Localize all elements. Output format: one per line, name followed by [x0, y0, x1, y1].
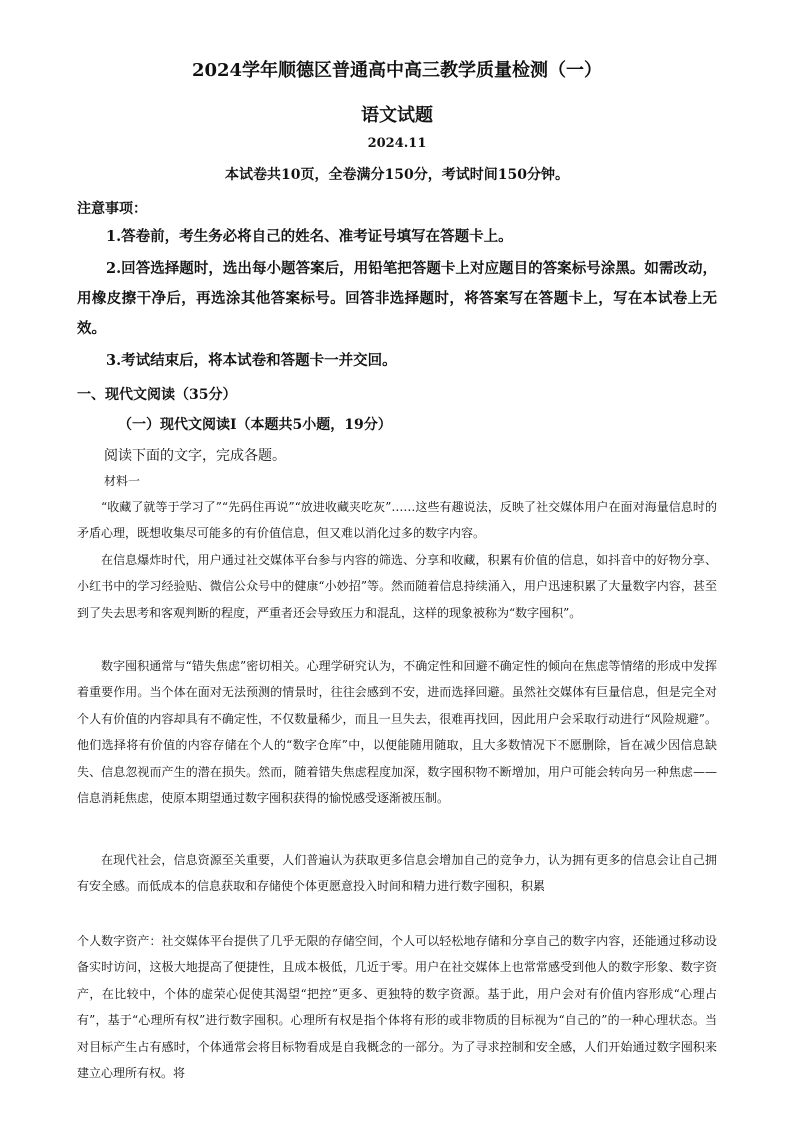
subject-title: 语文试题 — [361, 105, 433, 126]
notice-heading: 注意事项： — [77, 201, 147, 217]
material-paragraph-2: 在信息爆炸时代，用户通过社交媒体平台参与内容的筛选、分享和收藏，积累有价值的信息，如抖音中的好物分享、小红书中的学习经验贴、微信公众号中的健康“小妙招”等。然而随着信息持续涌入，用户迅速积累了大量数字内容，甚至到了失去思考和客观判断的程度，严重者还会导致压力和混乱，这样的现象被称为“数字囤积”。 — [77, 553, 717, 620]
section-title: 一、现代文阅读（35分） — [77, 387, 237, 403]
exam-info: 本试卷共10页，全卷满分150分，考试时间150分钟。 — [225, 167, 569, 183]
notice-item-1: 1.答卷前，考生务必将自己的姓名、准考证号填写在答题卡上。 — [106, 228, 513, 245]
exam-date: 2024.11 — [367, 136, 427, 151]
notice-item-2: 2.回答选择题时，选出每小题答案后，用铅笔把答题卡上对应题目的答案标号涂黑。如需改动，用橡皮擦干净后，再选涂其他答案标号。回答非选择题时，将答案写在答题卡上，写在本试卷上无效。 — [77, 260, 717, 337]
material-paragraph-1: “收藏了就等于学习了”“先码住再说”“放进收藏夹吃灰”……这些有趣说法，反映了社交媒体用户在面对海量信息时的矛盾心理，既想收集尽可能多的有价值信息，但又难以消化过多的数字内容。 — [77, 500, 717, 541]
material-paragraph-3: 数字囤积通常与“错失焦虑”密切相关。心理学研究认为，不确定性和回避不确定性的倾向在焦虑等情绪的形成中发挥着重要作用。当个体在面对无法预测的情景时，往往会感到不安，进而选择回避。虽然社交媒体有巨量信息，但是完全对个人有价值的内容却具有不确定性，不仅数量稀少，而且一旦失去，很难再找回，因此用户会采取行动进行“风险规避”。他们选择将有价值的内容存储在个人的“数字仓库”中，以便能随用随取，且大多数情况下不愿删除，旨在减少因信息缺失、信息忽视而产生的潜在损失。然而，随着错失焦虑程度加深，数字囤积物不断增加，用户可能会转向另一种焦虑——信息消耗焦虑，使原本期望通过数字囤积获得的愉悦感受逐渐被压制。 — [77, 659, 717, 806]
notice-item-3: 3.考试结束后，将本试卷和答题卡一并交回。 — [106, 352, 397, 369]
subsection-title: （一）现代文阅读Ⅰ（本题共5小题，19分） — [118, 417, 392, 433]
continued-paragraph: 个人数字资产：社交媒体平台提供了几乎无限的存储空间，个人可以轻松地存储和分享自己的数字内容，还能通过移动设备实时访问，这极大地提高了便捷性，且成本极低，几近于零。用户在社交媒体上也常常感受到他人的数字形象、数字资产，在比较中，个体的虚荣心促使其渴望“把控”更多、更独特的数字资源。基于此，用户会对有价值内容形成“心理占有”，基于“心理所有权”进行数字囤积。心理所有权是指个体将有形的或非物质的目标视为“自己的”的一种心理状态。当对目标产生占有感时，个体通常会将目标物看成是自我概念的一部分。为了寻求控制和安全感，人们开始通过数字囤积来建立心理所有权。将 — [77, 934, 717, 1081]
exam-title: 2024学年顺德区普通高中高三教学质量检测（一） — [191, 60, 603, 81]
material-paragraph-4: 在现代社会，信息资源至关重要，人们普遍认为获取更多信息会增加自己的竞争力，认为拥有更多的信息会让自己拥有安全感。而低成本的信息获取和存储使个体更愿意投入时间和精力进行数字囤积，积累 — [77, 853, 717, 894]
reading-instruction: 阅读下面的文字，完成各题。 — [104, 447, 286, 463]
material-label: 材料一 — [104, 474, 141, 488]
